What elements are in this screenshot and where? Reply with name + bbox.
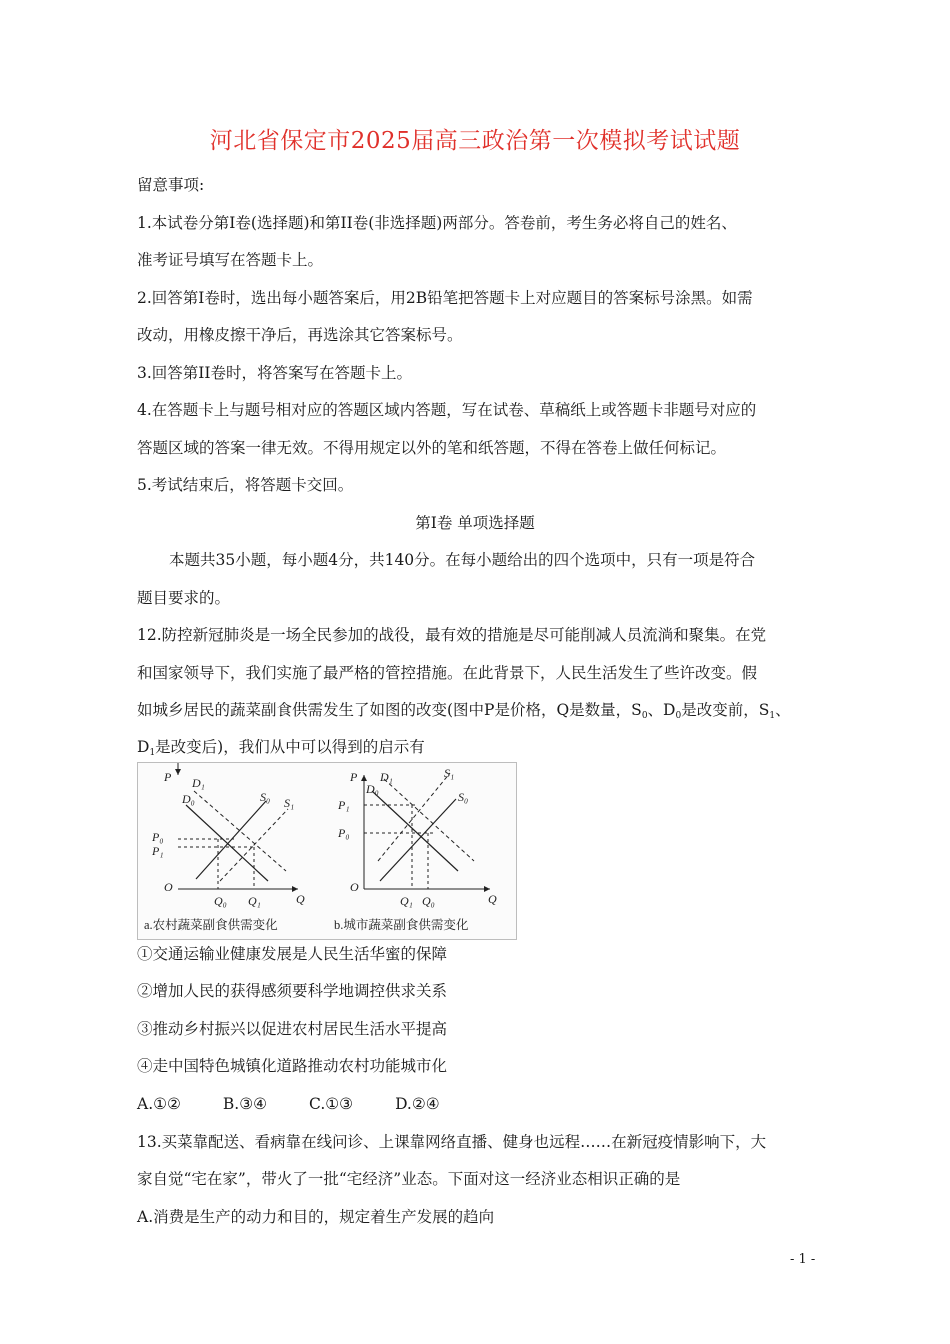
graph-a-d0-label: D₀ <box>182 792 195 806</box>
section-intro-1: 本题共35小题，每小题4分，共140分。在每小题给出的四个选项中，只有一项是符合 <box>169 551 756 569</box>
q12-choice-d: D.②④ <box>395 1095 440 1113</box>
q12-choices <box>137 1093 482 1115</box>
graph-b-p-label: P <box>350 770 358 784</box>
q12-option-1: ①交通运输业健康发展是人民生活华蜜的保障 <box>137 945 448 963</box>
graph-b-q1-label: Q₁ <box>400 894 413 908</box>
graph-a-o-label: O <box>164 880 173 894</box>
graph-a-s0-label: S₀ <box>260 790 271 804</box>
graph-b-d0-line <box>372 791 458 871</box>
graph-a-s1-label: S₁ <box>284 796 295 810</box>
graph-a-p0-label: P₀ <box>152 830 164 844</box>
q12-option-4: ④走中国特色城镇化道路推动农村功能城市化 <box>137 1057 448 1075</box>
graph-a-s0-line <box>196 801 266 879</box>
q12-line-1: 12.防控新冠肺炎是一场全民参加的战役，最有效的措施是尽可能削减人员流淌和聚集。在党 <box>137 626 767 644</box>
graph-a-p1-label: P₁ <box>152 844 164 858</box>
notice-line-6: 4.在答题卡上与题号相对应的答题区域内答题，写在试卷、草稿纸上或答题卡非题号对应的 <box>137 401 757 419</box>
q13-option-a: A.消费是生产的动力和目的，规定着生产发展的趋向 <box>137 1208 495 1226</box>
q12-choice-a: A.①② <box>137 1095 181 1113</box>
graph-b-p0-label: P₀ <box>338 826 350 840</box>
graph-a-d1-label: D₁ <box>192 776 205 790</box>
notice-heading: 留意事项: <box>137 176 205 194</box>
notice-line-3: 2.回答第I卷时，选出每小题答案后，用2B铅笔把答题卡上对应题目的答案标号涂黑。如需 <box>137 289 753 307</box>
graph-b-q-label: Q <box>488 892 497 906</box>
notice-line-7: 答题区域的答案一律无效。不得用规定以外的笔和纸答题，不得在答卷上做任何标记。 <box>137 439 727 457</box>
notice-line-8: 5.考试结束后，将答题卡交回。 <box>137 476 354 494</box>
graph-b <box>364 773 490 889</box>
graph-a-d1-line <box>194 791 286 871</box>
graph-b-s0-label: S₀ <box>458 790 469 804</box>
graph-b-s1-label: S₁ <box>444 766 455 780</box>
q12-line-4: $D_1$是改变后)，我们从中可以得到的启示有 <box>137 738 425 758</box>
graph-a-q-label: Q <box>296 892 305 906</box>
graph-b-d0-label: D₀ <box>366 782 379 796</box>
graph-a-s1-line <box>220 809 288 881</box>
notice-line-2: 准考证号填写在答题卡上。 <box>137 251 324 269</box>
q13-line-1: 13.买菜靠配送、看病靠在线问诊、上课靠网络直播、健身也远程……在新冠疫情影响下，大 <box>137 1133 767 1151</box>
q12-choice-b: B.③④ <box>222 1095 268 1113</box>
graph-a-p-label: P <box>164 770 172 784</box>
q12-line-2: 和国家领导下，我们实施了最严格的管控措施。在此背景下，人民生活发生了些许改变。假 <box>137 664 758 682</box>
section-intro-2: 题目要求的。 <box>137 589 231 607</box>
notice-line-4: 改动，用橡皮擦干净后，再选涂其它答案标号。 <box>137 326 463 344</box>
graph-b-caption: b.城市蔬菜副食供需变化 <box>334 918 469 932</box>
q13-line-2: 家自觉“宅在家”，带火了一批“宅经济”业态。下面对这一经济业态相识正确的是 <box>137 1170 681 1188</box>
graph-a-q0-label: Q₀ <box>214 894 227 908</box>
graph-b-p1-label: P₁ <box>338 798 350 812</box>
graph-a-q1-label: Q₁ <box>248 894 261 908</box>
page-title: 河北省保定市2025届高三政治第一次模拟考试试题 <box>209 128 741 154</box>
graph-b-q0-label: Q₀ <box>422 894 435 908</box>
q12-choice-c: C.①③ <box>309 1095 354 1113</box>
graph-b-o-label: O <box>350 880 359 894</box>
graph-a-caption: a.农村蔬菜副食供需变化 <box>144 918 278 932</box>
supply-demand-figure <box>137 762 517 940</box>
notice-line-5: 3.回答第II卷时，将答案写在答题卡上。 <box>137 364 413 382</box>
section-title: 第I卷 单项选择题 <box>415 514 535 532</box>
q12-line-3: 如城乡居民的蔬菜副食供需发生了如图的改变(图中P是价格，Q是数量，$S_0$、$D_0$是改变前，$S_1$、 <box>137 701 791 721</box>
graph-b-d1-label: D₁ <box>380 770 393 784</box>
page-number: - 1 - <box>790 1252 816 1267</box>
q12-option-2: ②增加人民的获得感须要科学地调控供求关系 <box>137 982 448 1000</box>
notice-line-1: 1.本试卷分第I卷(选择题)和第II卷(非选择题)两部分。答卷前，考生务必将自己的姓名、 <box>137 214 737 232</box>
q12-option-3: ③推动乡村振兴以促进农村居民生活水平提高 <box>137 1020 448 1038</box>
graph-b-s0-line <box>380 799 456 881</box>
